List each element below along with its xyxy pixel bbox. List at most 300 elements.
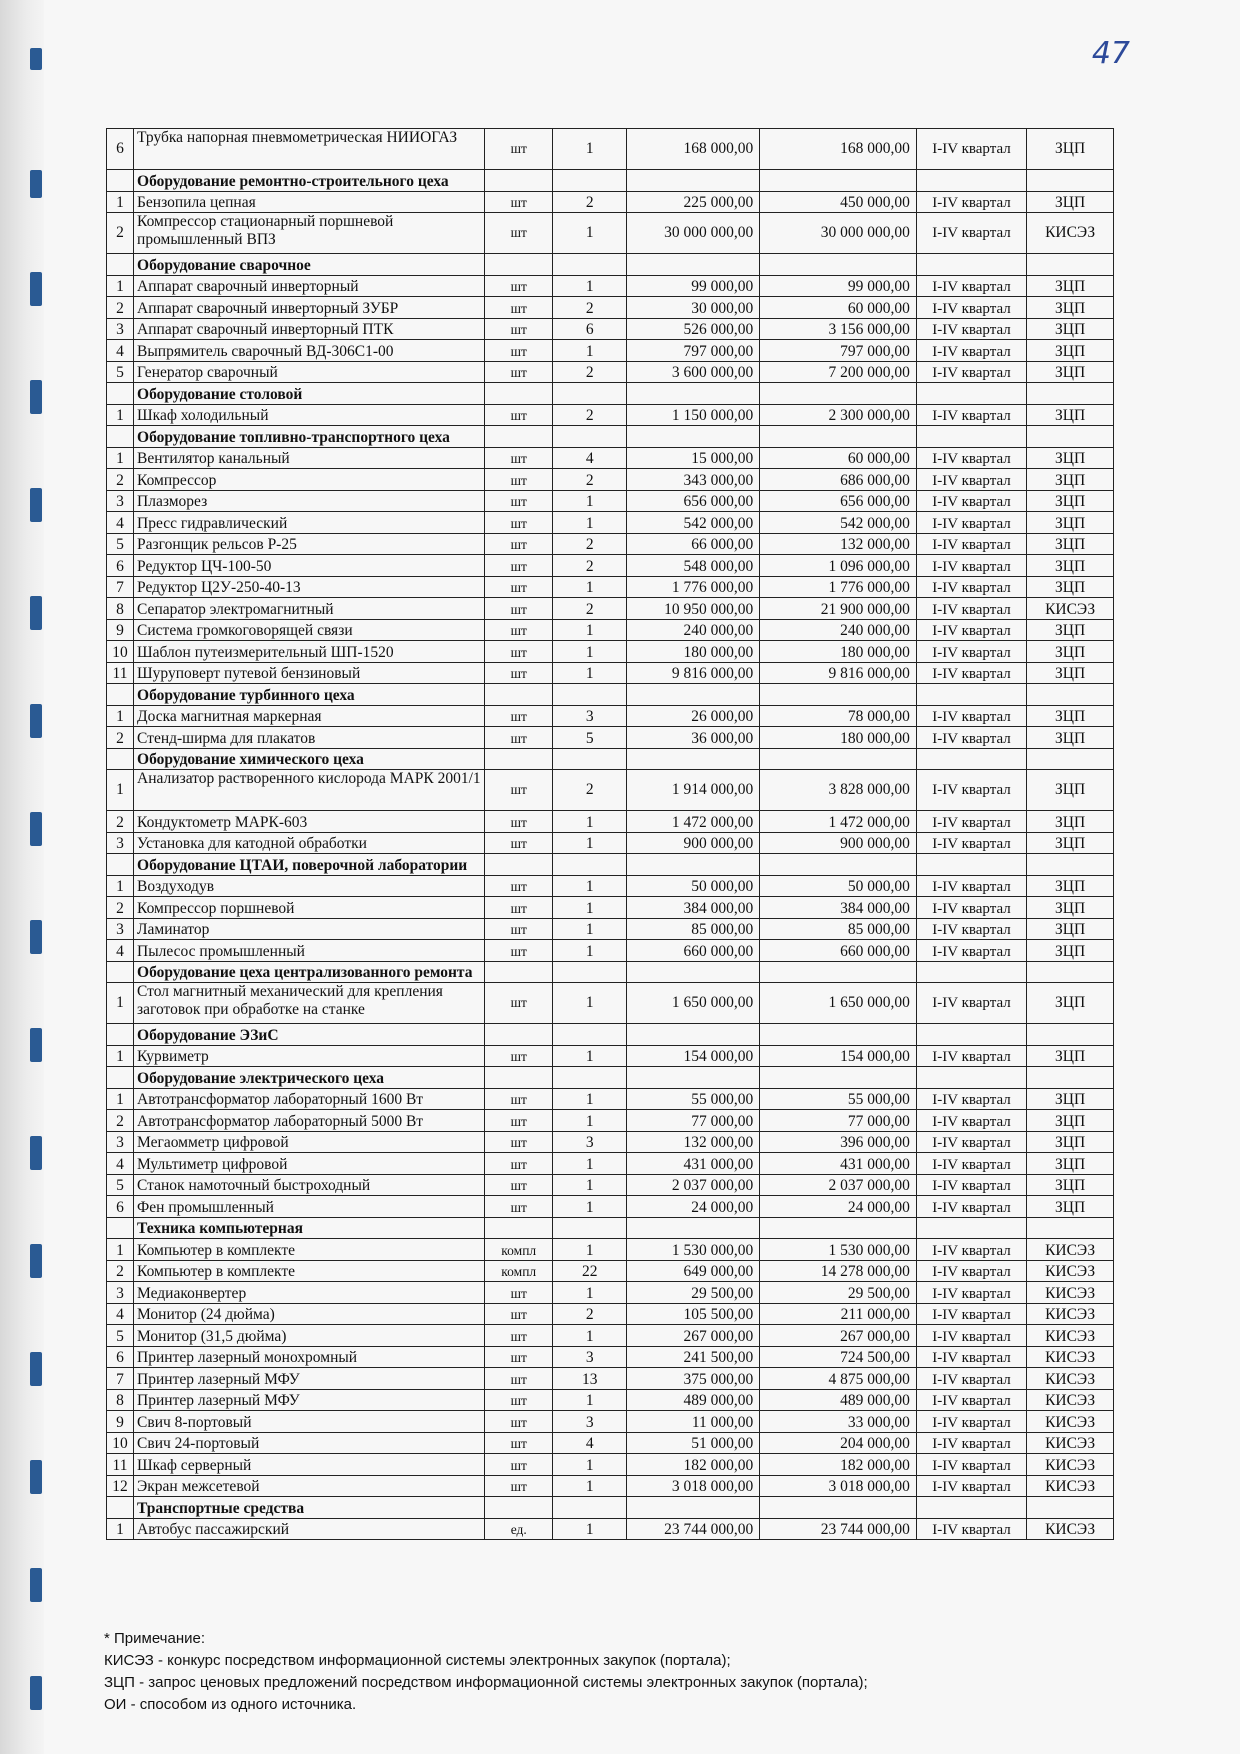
row-number: 1 xyxy=(107,983,134,1024)
empty-cell xyxy=(1027,1217,1114,1239)
procurement-method: КИСЭЗ xyxy=(1027,598,1114,620)
row-number: 5 xyxy=(107,1174,134,1196)
total-amount: 154 000,00 xyxy=(760,1045,917,1067)
table-row xyxy=(107,447,1114,469)
total-amount: 267 000,00 xyxy=(760,1325,917,1347)
quantity: 1 xyxy=(553,490,627,512)
item-name: Редуктор Ц2У-250-40-13 xyxy=(134,576,485,598)
procurement-method: ЗЦП xyxy=(1027,832,1114,854)
section-title: Транспортные средства xyxy=(134,1497,485,1519)
row-number xyxy=(107,1067,134,1089)
row-number: 6 xyxy=(107,555,134,577)
unit-of-measure: шт xyxy=(485,1303,553,1325)
empty-cell xyxy=(916,254,1026,276)
table-row xyxy=(107,1174,1114,1196)
total-amount: 168 000,00 xyxy=(760,129,917,170)
delivery-period: I-IV квартал xyxy=(916,619,1026,641)
unit-price: 267 000,00 xyxy=(627,1325,760,1347)
table-row xyxy=(107,832,1114,854)
table-row xyxy=(107,1454,1114,1476)
item-name: Система громкоговорящей связи xyxy=(134,619,485,641)
row-number: 1 xyxy=(107,875,134,897)
total-amount: 9 816 000,00 xyxy=(760,662,917,684)
total-amount: 7 200 000,00 xyxy=(760,361,917,383)
delivery-period: I-IV квартал xyxy=(916,1239,1026,1261)
unit-price: 55 000,00 xyxy=(627,1088,760,1110)
table-row xyxy=(107,770,1114,811)
quantity: 1 xyxy=(553,1196,627,1218)
row-number: 5 xyxy=(107,1325,134,1347)
procurement-method: ЗЦП xyxy=(1027,1131,1114,1153)
empty-cell xyxy=(553,383,627,405)
unit-price: 1 472 000,00 xyxy=(627,811,760,833)
empty-cell xyxy=(485,1217,553,1239)
empty-cell xyxy=(760,854,917,876)
section-header-row xyxy=(107,854,1114,876)
unit-price: 15 000,00 xyxy=(627,447,760,469)
unit-price: 23 744 000,00 xyxy=(627,1518,760,1540)
unit-price: 132 000,00 xyxy=(627,1131,760,1153)
empty-cell xyxy=(760,961,917,983)
delivery-period: I-IV квартал xyxy=(916,1325,1026,1347)
table-row xyxy=(107,983,1114,1024)
row-number: 1 xyxy=(107,1045,134,1067)
delivery-period: I-IV квартал xyxy=(916,598,1026,620)
delivery-period: I-IV квартал xyxy=(916,512,1026,534)
delivery-period: I-IV квартал xyxy=(916,469,1026,491)
delivery-period: I-IV квартал xyxy=(916,811,1026,833)
empty-cell xyxy=(485,383,553,405)
procurement-method: КИСЭЗ xyxy=(1027,213,1114,254)
delivery-period: I-IV квартал xyxy=(916,533,1026,555)
unit-of-measure: шт xyxy=(485,897,553,919)
delivery-period: I-IV квартал xyxy=(916,1411,1026,1433)
procurement-table xyxy=(106,128,1114,1540)
binding-clip xyxy=(30,1460,42,1494)
empty-cell xyxy=(485,961,553,983)
delivery-period: I-IV квартал xyxy=(916,705,1026,727)
table-row xyxy=(107,533,1114,555)
total-amount: 450 000,00 xyxy=(760,191,917,213)
unit-price: 542 000,00 xyxy=(627,512,760,534)
quantity: 2 xyxy=(553,469,627,491)
table-row xyxy=(107,129,1114,170)
quantity: 2 xyxy=(553,555,627,577)
unit-price: 649 000,00 xyxy=(627,1260,760,1282)
total-amount: 99 000,00 xyxy=(760,275,917,297)
quantity: 5 xyxy=(553,727,627,749)
item-name: Станок намоточный быстроходный xyxy=(134,1174,485,1196)
table-row xyxy=(107,213,1114,254)
item-name: Аппарат сварочный инверторный ЗУБР xyxy=(134,297,485,319)
procurement-method: КИСЭЗ xyxy=(1027,1239,1114,1261)
table-row xyxy=(107,361,1114,383)
empty-cell xyxy=(1027,854,1114,876)
unit-price: 2 037 000,00 xyxy=(627,1174,760,1196)
empty-cell xyxy=(627,170,760,192)
procurement-method: ЗЦП xyxy=(1027,619,1114,641)
empty-cell xyxy=(553,170,627,192)
procurement-method: ЗЦП xyxy=(1027,129,1114,170)
procurement-method: КИСЭЗ xyxy=(1027,1454,1114,1476)
unit-of-measure: шт xyxy=(485,1411,553,1433)
item-name: Шкаф серверный xyxy=(134,1454,485,1476)
table-row xyxy=(107,641,1114,663)
row-number: 8 xyxy=(107,1389,134,1411)
total-amount: 3 018 000,00 xyxy=(760,1475,917,1497)
table-row xyxy=(107,275,1114,297)
row-number: 2 xyxy=(107,469,134,491)
quantity: 1 xyxy=(553,1454,627,1476)
empty-cell xyxy=(1027,684,1114,706)
total-amount: 1 472 000,00 xyxy=(760,811,917,833)
unit-of-measure: шт xyxy=(485,832,553,854)
unit-of-measure: шт xyxy=(485,1389,553,1411)
empty-cell xyxy=(760,684,917,706)
row-number: 3 xyxy=(107,918,134,940)
table-row xyxy=(107,297,1114,319)
unit-of-measure: шт xyxy=(485,1153,553,1175)
binding-clip xyxy=(30,596,42,630)
total-amount: 29 500,00 xyxy=(760,1282,917,1304)
procurement-method: ЗЦП xyxy=(1027,1110,1114,1132)
row-number: 5 xyxy=(107,361,134,383)
unit-price: 77 000,00 xyxy=(627,1110,760,1132)
procurement-method: ЗЦП xyxy=(1027,340,1114,362)
quantity: 4 xyxy=(553,447,627,469)
binding-clip xyxy=(30,1568,42,1602)
total-amount: 1 650 000,00 xyxy=(760,983,917,1024)
procurement-method: ЗЦП xyxy=(1027,662,1114,684)
binding-clip xyxy=(30,1136,42,1170)
empty-cell xyxy=(627,961,760,983)
notes-block xyxy=(104,1628,1154,1716)
table-row xyxy=(107,1411,1114,1433)
table-row xyxy=(107,1239,1114,1261)
empty-cell xyxy=(553,961,627,983)
delivery-period: I-IV квартал xyxy=(916,1454,1026,1476)
delivery-period: I-IV квартал xyxy=(916,918,1026,940)
row-number xyxy=(107,170,134,192)
quantity: 1 xyxy=(553,1282,627,1304)
empty-cell xyxy=(916,748,1026,770)
binding-clip xyxy=(30,1352,42,1386)
total-amount: 55 000,00 xyxy=(760,1088,917,1110)
procurement-method: ЗЦП xyxy=(1027,576,1114,598)
unit-price: 1 914 000,00 xyxy=(627,770,760,811)
total-amount: 2 037 000,00 xyxy=(760,1174,917,1196)
quantity: 1 xyxy=(553,340,627,362)
total-amount: 240 000,00 xyxy=(760,619,917,641)
item-name: Ламинатор xyxy=(134,918,485,940)
row-number xyxy=(107,684,134,706)
procurement-method: ЗЦП xyxy=(1027,770,1114,811)
procurement-method: ЗЦП xyxy=(1027,275,1114,297)
empty-cell xyxy=(1027,961,1114,983)
table-row xyxy=(107,598,1114,620)
unit-of-measure: шт xyxy=(485,1475,553,1497)
row-number: 1 xyxy=(107,447,134,469)
empty-cell xyxy=(553,748,627,770)
unit-price: 431 000,00 xyxy=(627,1153,760,1175)
procurement-method: ЗЦП xyxy=(1027,490,1114,512)
total-amount: 686 000,00 xyxy=(760,469,917,491)
table-row xyxy=(107,1303,1114,1325)
item-name: Фен промышленный xyxy=(134,1196,485,1218)
total-amount: 384 000,00 xyxy=(760,897,917,919)
row-number: 4 xyxy=(107,940,134,962)
unit-price: 489 000,00 xyxy=(627,1389,760,1411)
total-amount: 542 000,00 xyxy=(760,512,917,534)
unit-price: 1 776 000,00 xyxy=(627,576,760,598)
procurement-method: КИСЭЗ xyxy=(1027,1389,1114,1411)
section-header-row xyxy=(107,1024,1114,1046)
unit-of-measure: шт xyxy=(485,983,553,1024)
quantity: 1 xyxy=(553,512,627,534)
unit-price: 660 000,00 xyxy=(627,940,760,962)
quantity: 1 xyxy=(553,811,627,833)
empty-cell xyxy=(916,961,1026,983)
table-row xyxy=(107,875,1114,897)
quantity: 1 xyxy=(553,875,627,897)
procurement-method: ЗЦП xyxy=(1027,1045,1114,1067)
delivery-period: I-IV квартал xyxy=(916,1303,1026,1325)
unit-of-measure: шт xyxy=(485,918,553,940)
unit-of-measure: шт xyxy=(485,447,553,469)
empty-cell xyxy=(1027,254,1114,276)
unit-price: 182 000,00 xyxy=(627,1454,760,1476)
empty-cell xyxy=(553,426,627,448)
quantity: 3 xyxy=(553,1131,627,1153)
unit-of-measure: шт xyxy=(485,619,553,641)
table-body xyxy=(107,129,1114,1540)
delivery-period: I-IV квартал xyxy=(916,1346,1026,1368)
delivery-period: I-IV квартал xyxy=(916,297,1026,319)
total-amount: 1 530 000,00 xyxy=(760,1239,917,1261)
unit-of-measure: шт xyxy=(485,275,553,297)
total-amount: 396 000,00 xyxy=(760,1131,917,1153)
table-row xyxy=(107,1088,1114,1110)
unit-of-measure: шт xyxy=(485,469,553,491)
procurement-method: ЗЦП xyxy=(1027,469,1114,491)
unit-of-measure: шт xyxy=(485,576,553,598)
table-row xyxy=(107,512,1114,534)
empty-cell xyxy=(916,684,1026,706)
empty-cell xyxy=(760,254,917,276)
item-name: Принтер лазерный МФУ xyxy=(134,1368,485,1390)
table-row xyxy=(107,1432,1114,1454)
delivery-period: I-IV квартал xyxy=(916,1518,1026,1540)
quantity: 3 xyxy=(553,1411,627,1433)
item-name: Принтер лазерный монохромный xyxy=(134,1346,485,1368)
procurement-method: ЗЦП xyxy=(1027,533,1114,555)
item-name: Кондуктометр МАРК-603 xyxy=(134,811,485,833)
unit-of-measure: шт xyxy=(485,318,553,340)
procurement-method: ЗЦП xyxy=(1027,318,1114,340)
total-amount: 33 000,00 xyxy=(760,1411,917,1433)
binding-clip xyxy=(30,920,42,954)
item-name: Аппарат сварочный инверторный xyxy=(134,275,485,297)
unit-price: 3 018 000,00 xyxy=(627,1475,760,1497)
empty-cell xyxy=(627,854,760,876)
empty-cell xyxy=(916,383,1026,405)
table-row xyxy=(107,404,1114,426)
quantity: 2 xyxy=(553,533,627,555)
unit-price: 50 000,00 xyxy=(627,875,760,897)
item-name: Вентилятор канальный xyxy=(134,447,485,469)
unit-of-measure: шт xyxy=(485,129,553,170)
item-name: Доска магнитная маркерная xyxy=(134,705,485,727)
item-name: Автобус пассажирский xyxy=(134,1518,485,1540)
row-number: 2 xyxy=(107,297,134,319)
procurement-method: ЗЦП xyxy=(1027,1153,1114,1175)
section-header-row xyxy=(107,1217,1114,1239)
empty-cell xyxy=(760,383,917,405)
row-number: 11 xyxy=(107,662,134,684)
item-name: Экран межсетевой xyxy=(134,1475,485,1497)
item-name: Воздуходув xyxy=(134,875,485,897)
quantity: 22 xyxy=(553,1260,627,1282)
row-number: 1 xyxy=(107,191,134,213)
unit-of-measure: шт xyxy=(485,1454,553,1476)
section-title: Оборудование сварочное xyxy=(134,254,485,276)
table-row xyxy=(107,811,1114,833)
table-row xyxy=(107,490,1114,512)
unit-price: 526 000,00 xyxy=(627,318,760,340)
row-number: 10 xyxy=(107,641,134,663)
handwritten-page-number: 47 xyxy=(1091,36,1130,71)
unit-price: 1 650 000,00 xyxy=(627,983,760,1024)
section-title: Оборудование электрического цеха xyxy=(134,1067,485,1089)
row-number: 1 xyxy=(107,705,134,727)
procurement-method: ЗЦП xyxy=(1027,512,1114,534)
quantity: 1 xyxy=(553,832,627,854)
unit-of-measure: шт xyxy=(485,727,553,749)
total-amount: 60 000,00 xyxy=(760,447,917,469)
procurement-method: КИСЭЗ xyxy=(1027,1411,1114,1433)
note-line: ЗЦП - запрос ценовых предложений посредством информационной системы электронных закупок (портала); xyxy=(104,1674,868,1691)
unit-price: 656 000,00 xyxy=(627,490,760,512)
total-amount: 489 000,00 xyxy=(760,1389,917,1411)
empty-cell xyxy=(485,426,553,448)
total-amount: 78 000,00 xyxy=(760,705,917,727)
row-number: 6 xyxy=(107,1196,134,1218)
section-title: Оборудование турбинного цеха xyxy=(134,684,485,706)
empty-cell xyxy=(553,1067,627,1089)
delivery-period: I-IV квартал xyxy=(916,1045,1026,1067)
total-amount: 211 000,00 xyxy=(760,1303,917,1325)
total-amount: 2 300 000,00 xyxy=(760,404,917,426)
quantity: 1 xyxy=(553,1045,627,1067)
section-header-row xyxy=(107,383,1114,405)
empty-cell xyxy=(760,1217,917,1239)
empty-cell xyxy=(1027,748,1114,770)
procurement-method: ЗЦП xyxy=(1027,918,1114,940)
procurement-method: ЗЦП xyxy=(1027,297,1114,319)
unit-of-measure: шт xyxy=(485,555,553,577)
unit-of-measure: компл xyxy=(485,1239,553,1261)
binding-clip xyxy=(30,380,42,414)
unit-of-measure: шт xyxy=(485,598,553,620)
delivery-period: I-IV квартал xyxy=(916,1088,1026,1110)
table-row xyxy=(107,1045,1114,1067)
item-name: Сепаратор электромагнитный xyxy=(134,598,485,620)
quantity: 1 xyxy=(553,940,627,962)
unit-price: 26 000,00 xyxy=(627,705,760,727)
unit-of-measure: шт xyxy=(485,533,553,555)
item-name: Установка для катодной обработки xyxy=(134,832,485,854)
empty-cell xyxy=(553,1024,627,1046)
section-header-row xyxy=(107,1067,1114,1089)
item-name: Принтер лазерный МФУ xyxy=(134,1389,485,1411)
binding-clip xyxy=(30,488,42,522)
total-amount: 4 875 000,00 xyxy=(760,1368,917,1390)
total-amount: 182 000,00 xyxy=(760,1454,917,1476)
unit-price: 384 000,00 xyxy=(627,897,760,919)
unit-of-measure: шт xyxy=(485,340,553,362)
item-name: Аппарат сварочный инверторный ПТК xyxy=(134,318,485,340)
procurement-method: ЗЦП xyxy=(1027,983,1114,1024)
table-row xyxy=(107,1110,1114,1132)
item-name: Мультиметр цифровой xyxy=(134,1153,485,1175)
row-number xyxy=(107,961,134,983)
unit-price: 241 500,00 xyxy=(627,1346,760,1368)
unit-price: 168 000,00 xyxy=(627,129,760,170)
delivery-period: I-IV квартал xyxy=(916,727,1026,749)
delivery-period: I-IV квартал xyxy=(916,1475,1026,1497)
unit-of-measure: шт xyxy=(485,191,553,213)
unit-of-measure: шт xyxy=(485,1196,553,1218)
quantity: 1 xyxy=(553,213,627,254)
delivery-period: I-IV квартал xyxy=(916,129,1026,170)
total-amount: 24 000,00 xyxy=(760,1196,917,1218)
section-title: Оборудование ЭЗиС xyxy=(134,1024,485,1046)
empty-cell xyxy=(760,1067,917,1089)
section-header-row xyxy=(107,961,1114,983)
unit-of-measure: ед. xyxy=(485,1518,553,1540)
total-amount: 900 000,00 xyxy=(760,832,917,854)
delivery-period: I-IV квартал xyxy=(916,897,1026,919)
unit-price: 3 600 000,00 xyxy=(627,361,760,383)
item-name: Компьютер в комплекте xyxy=(134,1239,485,1261)
row-number xyxy=(107,854,134,876)
total-amount: 656 000,00 xyxy=(760,490,917,512)
total-amount: 3 828 000,00 xyxy=(760,770,917,811)
empty-cell xyxy=(627,383,760,405)
delivery-period: I-IV квартал xyxy=(916,490,1026,512)
row-number: 3 xyxy=(107,490,134,512)
delivery-period: I-IV квартал xyxy=(916,404,1026,426)
delivery-period: I-IV квартал xyxy=(916,1153,1026,1175)
row-number: 10 xyxy=(107,1432,134,1454)
total-amount: 204 000,00 xyxy=(760,1432,917,1454)
total-amount: 30 000 000,00 xyxy=(760,213,917,254)
total-amount: 77 000,00 xyxy=(760,1110,917,1132)
empty-cell xyxy=(916,426,1026,448)
item-name: Компрессор xyxy=(134,469,485,491)
procurement-method: КИСЭЗ xyxy=(1027,1260,1114,1282)
total-amount: 1 776 000,00 xyxy=(760,576,917,598)
section-header-row xyxy=(107,748,1114,770)
section-title: Оборудование топливно-транспортного цеха xyxy=(134,426,485,448)
row-number: 6 xyxy=(107,1346,134,1368)
empty-cell xyxy=(916,1024,1026,1046)
quantity: 1 xyxy=(553,1518,627,1540)
unit-price: 225 000,00 xyxy=(627,191,760,213)
empty-cell xyxy=(916,1067,1026,1089)
table-row xyxy=(107,340,1114,362)
table-row xyxy=(107,918,1114,940)
